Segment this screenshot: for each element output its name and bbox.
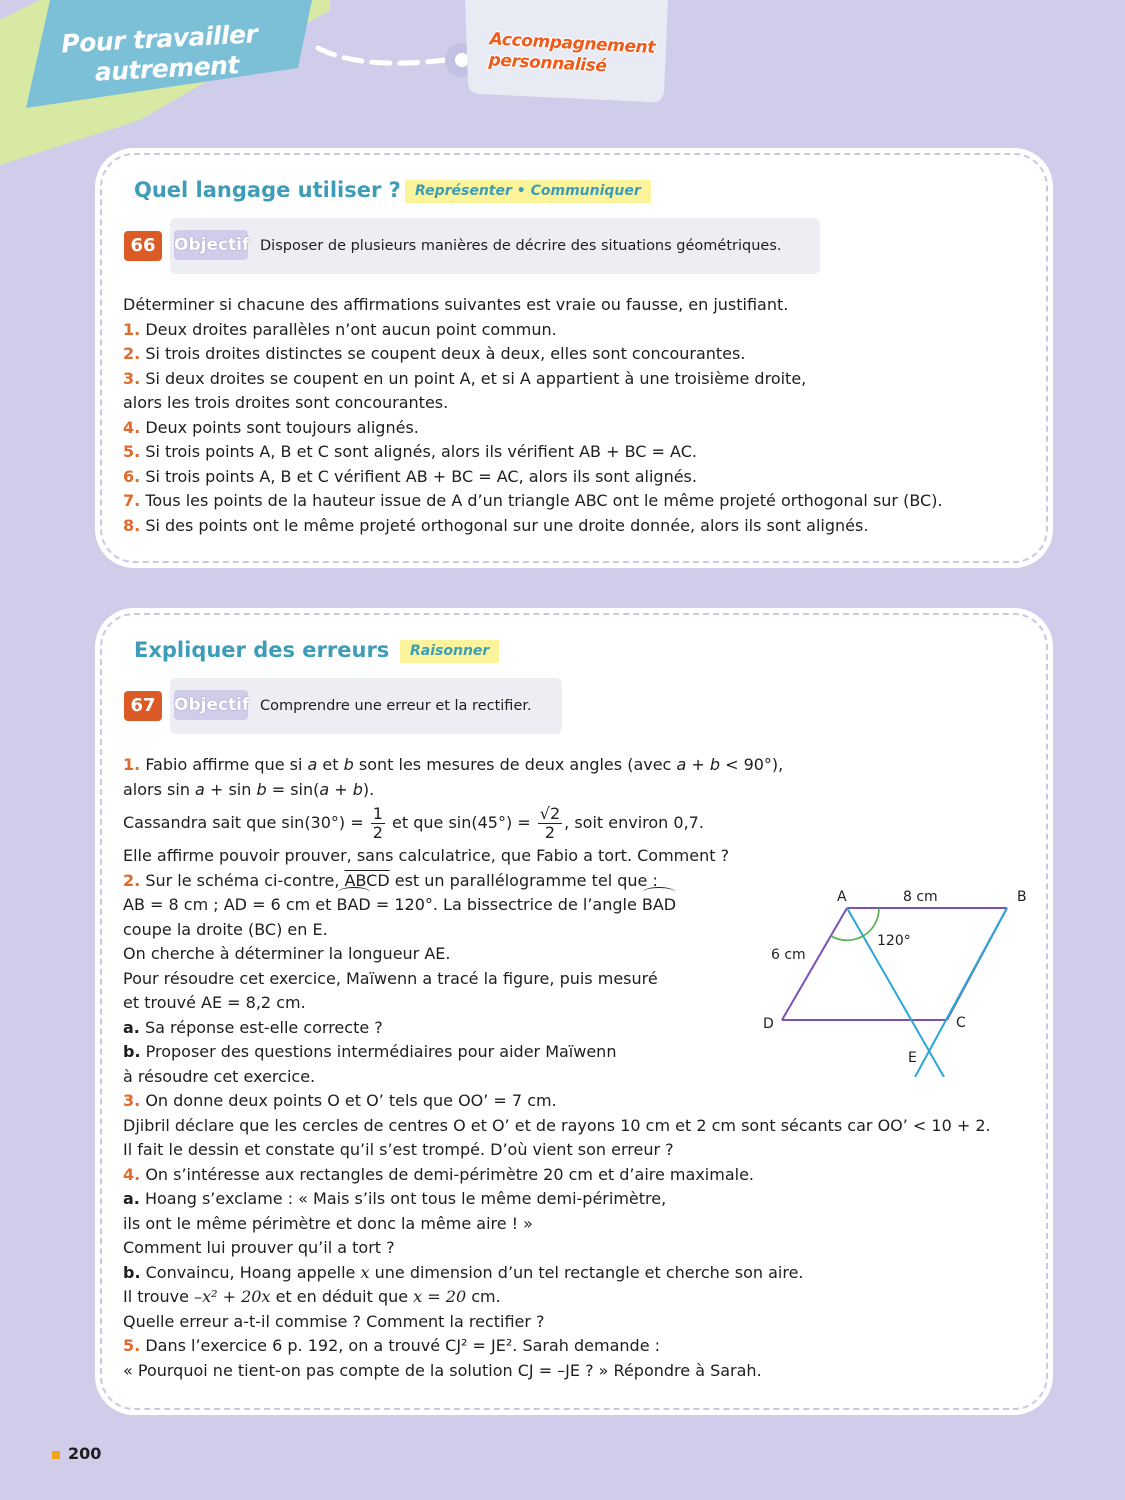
text-segment: ). <box>362 779 375 799</box>
question-1-line <box>123 802 991 844</box>
text-segment: Sa réponse est-elle correcte ? <box>139 1017 383 1037</box>
text-segment: < 90°), <box>719 755 784 774</box>
math-variable: b <box>256 779 267 799</box>
math-variable: a <box>307 755 318 774</box>
text-segment: AB = 8 cm ; AD = 6 cm et <box>123 895 337 914</box>
exercise-number: 66 <box>124 231 162 261</box>
question-4-line: Quelle erreur a-t-il commise ? Comment la rectifier ? <box>123 1311 545 1331</box>
question-4-line: Comment lui prouver qu’il a tort ? <box>123 1238 395 1257</box>
list-item <box>123 416 943 441</box>
text-segment: Hoang s’exclame : « Mais s’ils ont tous le même demi-périmètre, <box>139 1189 667 1208</box>
angle-notation: BAD <box>337 893 371 918</box>
item-text: Si trois points A, B et C vérifient AB + BC = AC, alors ils sont alignés. <box>145 466 697 486</box>
parallelogram-figure <box>757 877 1037 1077</box>
text-segment: et <box>317 755 344 774</box>
objective-label: Objectif <box>174 230 248 260</box>
math-expression: a + b <box>676 755 720 774</box>
header-title <box>61 19 274 90</box>
question-2-line: Pour résoudre cet exercice, Maïwenn a tracé la figure, puis mesuré <box>123 968 658 988</box>
section-title: Quel langage utiliser ? <box>134 178 401 202</box>
question-3-line: Djibril déclare que les cercles de centres O et O’ et de rayons 10 cm et 2 cm sont sécants car OO’ < 10 + 2. <box>123 1115 991 1135</box>
item-number: 6. <box>123 466 141 486</box>
question-1-line: Elle affirme pouvoir prouver, sans calculatrice, que Fabio a tort. Comment ? <box>123 846 730 865</box>
page-number: 200 <box>68 1444 102 1463</box>
math-expression: ABCD <box>344 870 390 890</box>
segment-DA <box>782 908 847 1020</box>
text-segment: Cassandra sait que sin(30°) = <box>123 813 369 832</box>
sub-question-label: b. <box>123 1042 141 1061</box>
page-marker-square <box>52 1451 60 1459</box>
item-number: 5. <box>123 442 141 461</box>
header-title-line1: Pour travailler <box>60 19 258 59</box>
question-number: 1. <box>123 755 141 774</box>
point-label-A: A <box>837 889 847 905</box>
list-item <box>123 489 943 514</box>
objective-label: Objectif <box>174 690 248 720</box>
line-BC-extended <box>915 908 1007 1077</box>
text-segment: Il trouve <box>123 1287 195 1306</box>
text-segment: , soit environ 0,7. <box>564 813 704 832</box>
header-dashed-link <box>318 48 445 63</box>
angle-label: 120° <box>877 933 911 949</box>
math-variable: a <box>195 779 205 799</box>
question-number: 2. <box>123 870 141 890</box>
header-dot-inner <box>455 53 469 67</box>
item-text: alors les trois droites sont concourantes. <box>123 393 449 412</box>
fraction-root2-over-2 <box>538 805 562 842</box>
skill-tag: Représenter • Communiquer <box>405 180 651 203</box>
math-variable: x <box>360 1262 370 1282</box>
fraction-one-half <box>371 805 385 842</box>
item-text: Si trois droites distinctes se coupent deux à deux, elles sont concourantes. <box>145 344 746 363</box>
point-label-B: B <box>1017 889 1027 905</box>
text-segment: On donne deux points O et O’ tels que OO’ = 7 cm. <box>145 1091 557 1110</box>
objective-text: Comprendre une erreur et la rectifier. <box>260 698 532 714</box>
list-item <box>123 367 943 392</box>
section-title: Expliquer des erreurs <box>134 638 390 662</box>
question-4-line: ils ont le même périmètre et donc la même aire ! » <box>123 1213 533 1233</box>
question-number: 5. <box>123 1336 141 1355</box>
item-text: Deux points sont toujours alignés. <box>145 417 419 437</box>
question-2-line: On cherche à déterminer la longueur AE. <box>123 944 451 963</box>
skill-tag: Raisonner <box>400 640 499 663</box>
text-segment: est un parallélogramme tel que : <box>389 870 658 890</box>
length-label-AD: 6 cm <box>771 947 806 963</box>
item-number: 1. <box>123 319 141 339</box>
objective-text: Disposer de plusieurs manières de décrire des situations géométriques. <box>260 238 782 254</box>
item-number: 4. <box>123 417 141 437</box>
text-segment: cm. <box>466 1287 501 1306</box>
math-expression: a + b <box>319 779 363 799</box>
text-segment: Dans l’exercice 6 p. 192, on a trouvé CJ² = JE². Sarah demande : <box>145 1336 661 1355</box>
question-1-line <box>123 778 991 803</box>
question-3-line <box>123 1089 991 1114</box>
item-number: 3. <box>123 368 141 388</box>
text-segment: Convaincu, Hoang appelle <box>140 1262 361 1282</box>
question-number: 4. <box>123 1164 141 1184</box>
question-3-line: Il fait le dessin et constate qu’il s’est trompé. D’où vient son erreur ? <box>123 1140 674 1159</box>
exercise-card-66 <box>100 153 1048 563</box>
item-text: Deux droites parallèles n’ont aucun point commun. <box>145 319 557 339</box>
header-badge-line1: Accompagnement <box>489 29 656 58</box>
math-variable: b <box>343 755 354 774</box>
item-text: Si des points ont le même projeté orthogonal sur une droite donnée, alors ils sont alignés. <box>145 515 869 535</box>
item-number: 7. <box>123 491 141 510</box>
objective-box <box>170 218 820 274</box>
text-segment: et en déduit que <box>270 1287 414 1306</box>
item-number: 2. <box>123 344 141 363</box>
text-segment: = sin( <box>266 779 320 799</box>
text-segment: Proposer des questions intermédiaires pour aider Maïwenn <box>140 1042 617 1061</box>
question-4-line <box>123 1285 991 1310</box>
question-4-line <box>123 1163 991 1188</box>
list-item <box>123 440 943 465</box>
page-footer <box>52 1444 101 1463</box>
item-text: Si trois points A, B et C sont alignés, alors ils vérifient AB + BC = AC. <box>145 442 697 461</box>
question-2-line: et trouvé AE = 8,2 cm. <box>123 993 306 1012</box>
text-segment: sont les mesures de deux angles (avec <box>353 755 677 774</box>
fraction-denominator: 2 <box>544 823 556 842</box>
sub-question-label: a. <box>123 1189 140 1208</box>
objective-box <box>170 678 562 734</box>
text-segment: On s’intéresse aux rectangles de demi-périmètre 20 cm et d’aire maximale. <box>145 1164 754 1184</box>
text-segment: une dimension d’un tel rectangle et cherche son aire. <box>369 1262 804 1282</box>
exercise-66-body <box>123 293 943 538</box>
fraction-numerator: √2 <box>539 804 561 823</box>
item-number: 8. <box>123 515 141 535</box>
list-item <box>123 342 943 367</box>
math-expression: –x² + 20x <box>194 1287 271 1306</box>
header-title-line2: autrement <box>94 50 240 87</box>
question-number: 3. <box>123 1091 141 1110</box>
question-4-line <box>123 1187 991 1212</box>
point-label-E: E <box>908 1050 917 1066</box>
sub-question-label: a. <box>123 1017 140 1037</box>
list-item <box>123 465 943 490</box>
text-segment: alors sin <box>123 779 196 799</box>
text-segment: + sin <box>204 779 257 799</box>
question-5-line <box>123 1334 991 1359</box>
text-segment: = 120°. La bissectrice de l’angle <box>370 895 642 914</box>
exercise-intro: Déterminer si chacune des affirmations suivantes est vraie ou fausse, en justifiant. <box>123 295 789 314</box>
text-segment: Sur le schéma ci-contre, <box>145 870 345 890</box>
exercise-number: 67 <box>124 691 162 721</box>
length-label-AB: 8 cm <box>903 889 938 905</box>
item-text: Tous les points de la hauteur issue de A d’un triangle ABC ont le même projeté orthogonal sur (BC). <box>145 491 943 510</box>
fraction-denominator: 2 <box>372 823 383 842</box>
list-item <box>123 318 943 343</box>
point-label-C: C <box>956 1015 966 1031</box>
list-item-continuation <box>123 391 943 416</box>
sub-question-label: b. <box>123 1262 141 1282</box>
question-5-line: « Pourquoi ne tient-on pas compte de la solution CJ = –JE ? » Répondre à Sarah. <box>123 1360 762 1380</box>
question-1-line <box>123 753 991 778</box>
text-segment: et que sin(45°) = <box>386 813 536 832</box>
text-segment: Fabio affirme que si <box>145 755 308 774</box>
question-2-line: à résoudre cet exercice. <box>123 1066 316 1086</box>
list-item <box>123 514 943 539</box>
angle-notation: BAD <box>642 893 676 918</box>
header-badge-line2: personnalisé <box>488 50 608 77</box>
item-text: Si deux droites se coupent en un point A, et si A appartient à une troisième droite, <box>145 368 807 388</box>
math-expression: x = 20 <box>413 1287 467 1306</box>
exercise-card-67 <box>100 613 1048 1410</box>
question-2-line: coupe la droite (BC) en E. <box>123 919 328 939</box>
fraction-numerator: 1 <box>372 804 383 823</box>
question-4-line <box>123 1261 991 1286</box>
point-label-D: D <box>763 1016 774 1032</box>
